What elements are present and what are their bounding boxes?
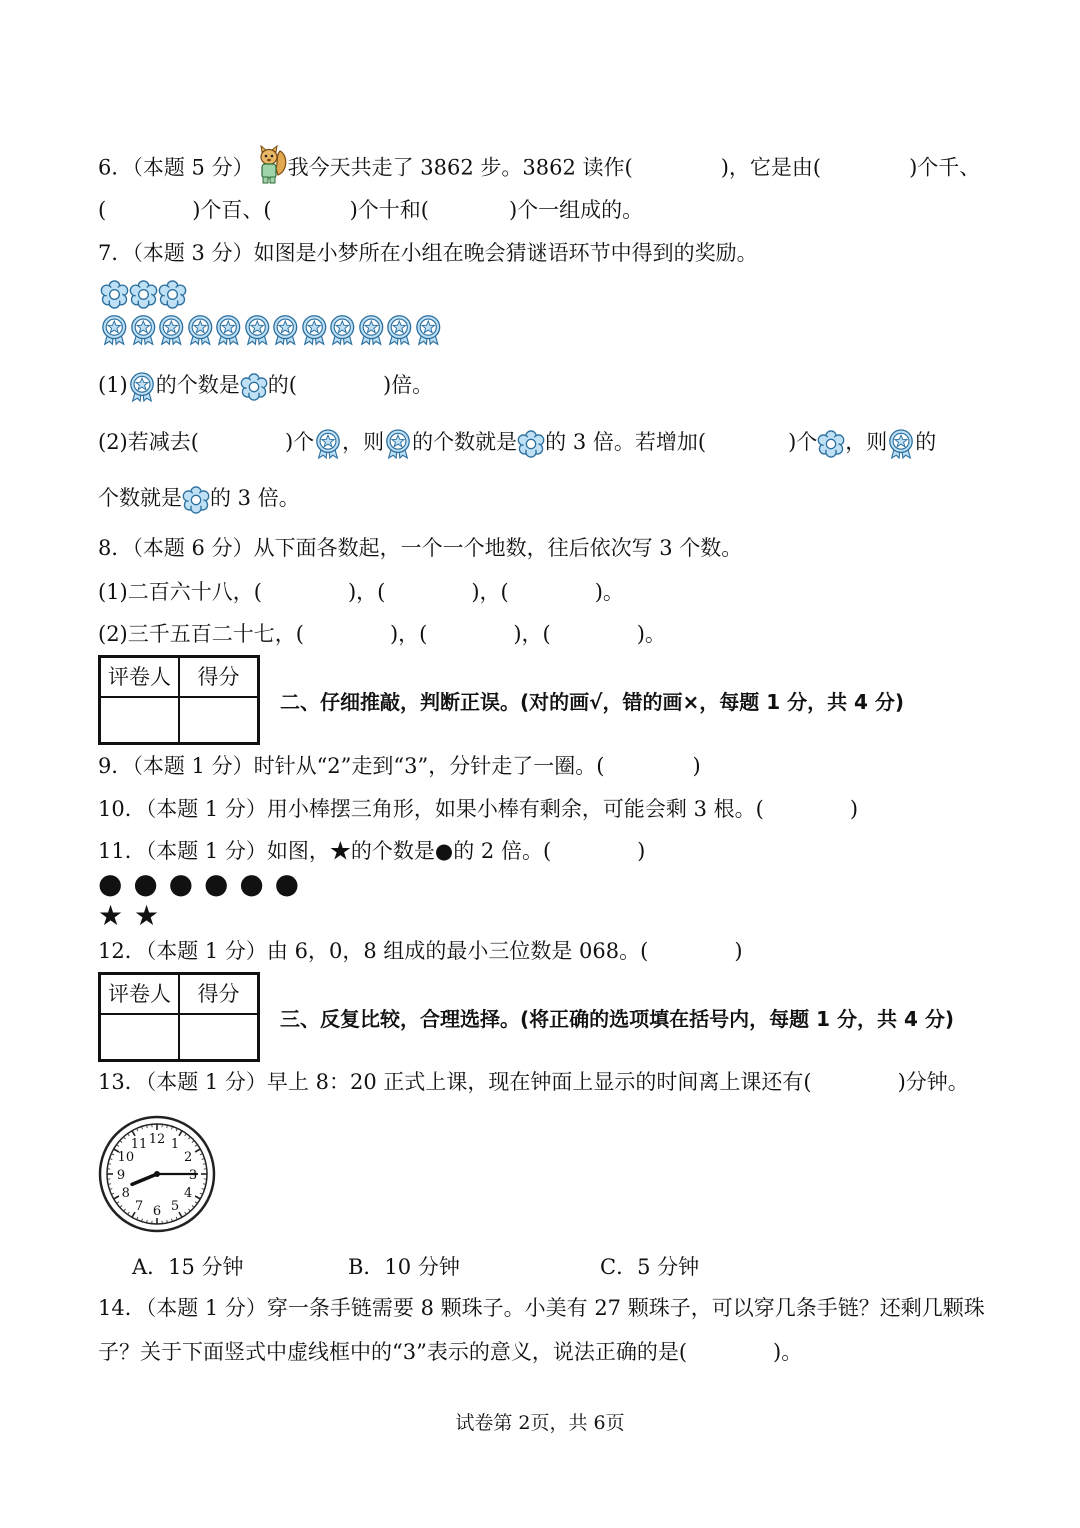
clock-number: 12 (148, 1132, 166, 1147)
q8-sub2: (2)三千五百二十七，( )，( )，( )。 (98, 622, 666, 646)
medal-icon (385, 314, 414, 346)
clock-number: 6 (152, 1204, 162, 1219)
clock-number: 3 (188, 1168, 198, 1183)
q13-option-b[interactable]: B．10 分钟 (348, 1255, 460, 1279)
q13-option-c[interactable]: C．5 分钟 (600, 1255, 700, 1279)
grade-box-section2 (98, 655, 260, 745)
score-label: 得分 (197, 982, 240, 1006)
flower-icon (517, 430, 545, 458)
clock-number: 9 (116, 1168, 126, 1183)
medal-icon (100, 314, 129, 346)
medal-icon (887, 429, 915, 459)
flower-icon (100, 280, 129, 309)
section3-heading: 三、反复比较，合理选择。(将正确的选项填在括号内，每题 1 分，共 4 分) (280, 1007, 954, 1031)
q7-text: 7．（本题 3 分）如图是小梦所在小组在晚会猜谜语环节中得到的奖励。 (98, 241, 758, 265)
flower-icon (158, 280, 187, 309)
medal-icon (157, 314, 186, 346)
clock-number: 1 (170, 1136, 180, 1152)
clock-number: 10 (117, 1150, 135, 1165)
section2-heading: 二、仔细推敲，判断正误。(对的画√，错的画×，每题 1 分，共 4 分) (280, 690, 905, 714)
clock-number: 8 (121, 1186, 130, 1201)
flower-icon (240, 373, 268, 401)
q6-line2: ( )个百、( )个十和( )个一组成的。 (98, 198, 644, 222)
page-footer: 试卷第 2页，共 6页 (455, 1412, 625, 1434)
clock-figure (97, 1114, 217, 1234)
q13-text: 13．（本题 1 分）早上 8：20 正式上课，现在钟面上显示的时间离上课还有( )分钟。 (98, 1070, 969, 1094)
clock-number: 2 (184, 1150, 193, 1165)
score-cell[interactable] (180, 698, 257, 742)
medal-icon (214, 314, 243, 346)
reviewer-cell[interactable] (101, 698, 180, 742)
clock-number: 7 (134, 1199, 144, 1215)
score-cell[interactable] (180, 1015, 257, 1059)
clock-number: 4 (184, 1186, 193, 1201)
flower-icon (182, 486, 210, 514)
q6-line1: 6．（本题 5 分） 我今天共走了 3862 步。3862 读作( )，它是由( )个千、 (98, 145, 980, 193)
q7-flower-row (100, 280, 187, 309)
q10: 10．（本题 1 分）用小棒摆三角形，如果小棒有剩余，可能会剩 3 根。( ) (98, 797, 859, 821)
medal-icon (271, 314, 300, 346)
medal-icon (243, 314, 272, 346)
q13-option-a[interactable]: A．15 分钟 (132, 1255, 244, 1279)
score-label: 得分 (197, 665, 240, 689)
q7-sub2-line2: 个数就是 的 3 倍。 (98, 483, 300, 514)
q7-medal-row (100, 314, 442, 346)
squirrel-icon (254, 145, 288, 193)
medal-icon (328, 314, 357, 346)
q11: 11．（本题 1 分）如图，★的个数是●的 2 倍。( ) (98, 839, 646, 863)
q11-dots-row: ● ● ● ● ● ● (98, 867, 301, 900)
medal-icon (129, 314, 158, 346)
medal-icon (314, 429, 342, 459)
flower-icon (129, 280, 158, 309)
reviewer-cell[interactable] (101, 1015, 180, 1059)
medal-icon (128, 372, 156, 402)
q9: 9．（本题 1 分）时针从“2”走到“3”，分针走了一圈。( ) (98, 754, 701, 778)
medal-icon (414, 314, 443, 346)
q7-sub2-line1: (2)若减去( )个 ，则 的个数就是 的 3 倍。若增加( )个 ，则 的 (98, 427, 936, 459)
clock-center-pin (154, 1171, 160, 1177)
clock-number: 5 (170, 1199, 180, 1215)
q14-line1: 14．（本题 1 分）穿一条手链需要 8 颗珠子。小美有 27 颗珠子，可以穿几条手链？还剩几颗珠 (98, 1296, 985, 1320)
medal-icon (300, 314, 329, 346)
q11-stars-row: ★ ★ (98, 899, 161, 932)
clock-number: 11 (130, 1136, 148, 1152)
q8-text: 8．（本题 6 分）从下面各数起，一个一个地数，往后依次写 3 个数。 (98, 536, 743, 560)
q14-line2: 子？关于下面竖式中虚线框中的“3”表示的意义，说法正确的是( )。 (98, 1340, 803, 1364)
medal-icon (357, 314, 386, 346)
flower-icon (817, 430, 845, 458)
reviewer-label: 评卷人 (101, 975, 180, 1013)
q8-sub1: (1)二百六十八，( )，( )，( )。 (98, 580, 624, 604)
reviewer-label: 评卷人 (101, 658, 180, 696)
grade-box-section3 (98, 972, 260, 1062)
medal-icon (186, 314, 215, 346)
q7-sub1: (1) 的个数是 的( )倍。 (98, 370, 433, 402)
q12: 12．（本题 1 分）由 6，0，8 组成的最小三位数是 068。( ) (98, 939, 743, 963)
medal-icon (384, 429, 412, 459)
